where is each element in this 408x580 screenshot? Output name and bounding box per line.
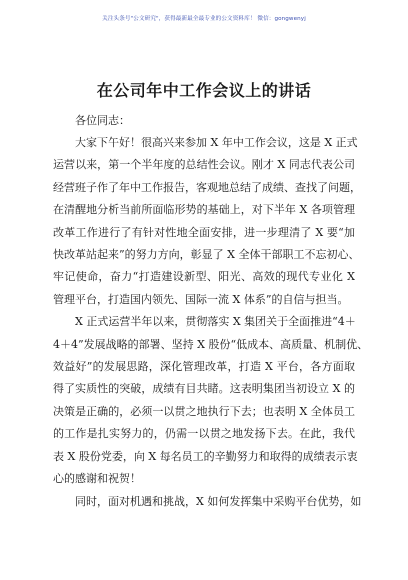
document-body [53,110,369,513]
paragraph-line: 快改革站起来”的努力方向，彰显了 X 全体干部职工不忘初心、 [53,248,360,262]
paragraph-line: 得了实质性的突破，成绩有目共睹。这表明集团当初设立 X 的 [53,382,355,396]
paragraph-line: 表 X 股份党委，向 X 每名员工的辛勤努力和取得的成绩表示衷 [53,449,358,463]
salutation: 各位同志： [75,114,130,127]
paragraph [53,311,369,490]
paragraph-line: 大家下午好！很高兴来参加 X 年中工作会议，这是 X 正式 [75,136,358,149]
paragraph-line: 在清醒地分析当前所面临形势的基础上，对下半年 X 各项管理 [53,203,355,217]
paragraph-line: 4＋4”发展战略的部署、坚持 X 股份“低成本、高质量、机制优、 [53,337,369,351]
paragraph-line: X 正式运营半年以来，贯彻落实 X 集团关于全面推进“4＋ [75,315,356,329]
paragraph-line: 的工作是扎实努力的，仍需一以贯之地发扬下去。在此，我代 [53,427,355,441]
paragraph-line: 管理平台，打造国内领先、国际一流 X 体系”的自信与担当。 [53,292,349,306]
paragraph-line: 心的感谢和祝贺！ [53,472,141,486]
paragraph-line: 决策是正确的，必须一以贯之地执行下去；也表明 X 全体员工 [53,404,355,418]
paragraph-line: 效益好”的发展思路，深化管理改革，打造 X 平台，各方面取 [53,360,355,374]
paragraph-line: 运营以来，第一个半年度的总结性会议。刚才 X 同志代表公司 [53,158,355,172]
paragraph-line: 经营班子作了年中工作报告，客观地总结了成绩、查找了问题， [53,180,361,194]
paragraph [53,132,361,311]
paragraph [53,491,362,513]
document-title: 在公司年中工作会议上的讲话 [96,81,312,100]
paragraph-line: 同时，面对机遇和挑战，X 如何发挥集中采购平台优势，如 [75,494,362,508]
header-note: 关注头条号"公文研究"，获得最新最全最专业的公文资料库！ 微信：gongwenyj [102,16,306,22]
paragraph-line: 改革工作进行了有针对性地全面安排，进一步理清了 X 要“加 [53,225,355,239]
paragraph-line: 牢记使命，奋力“打造建设新型、阳光、高效的现代专业化 X [53,270,355,284]
